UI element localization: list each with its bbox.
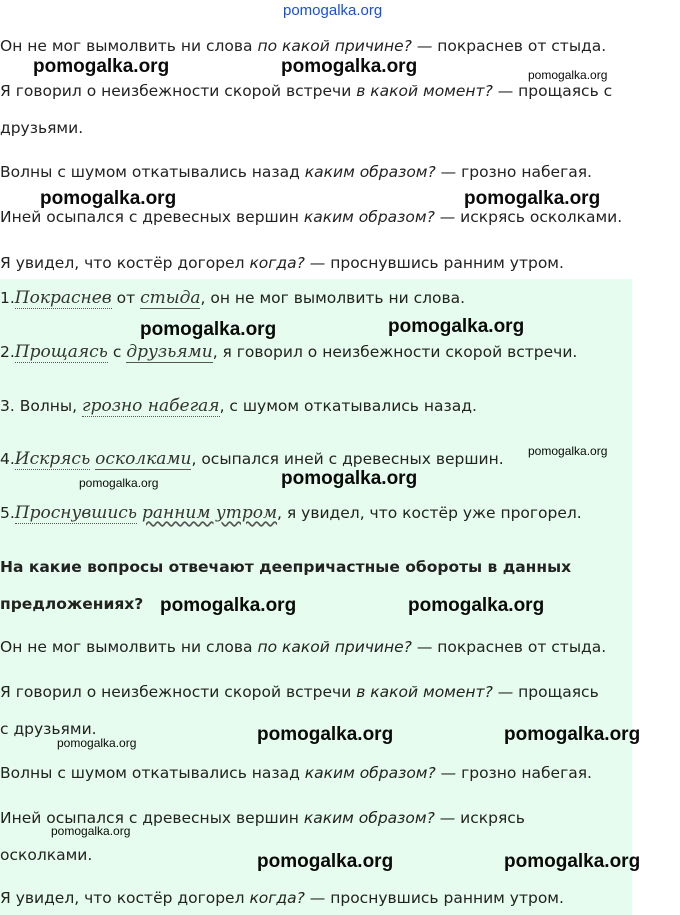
- answer-line: Я увидел, что костёр догорел когда? — проснувшись ранним утром.: [0, 889, 564, 907]
- question-heading: На какие вопросы отвечают деепричастные обороты в данных: [0, 558, 572, 576]
- sentence-line: Я говорил о неизбежности скорой встречи в какой момент? — прощаясь с: [0, 82, 613, 100]
- watermark: pomogalka.org: [257, 724, 394, 745]
- watermark: pomogalka.org: [257, 851, 394, 872]
- watermark: pomogalka.org: [33, 56, 170, 77]
- numbered-sentence: 5.Проснувшись ранним утром, я увидел, что костёр уже прогорел.: [0, 503, 582, 523]
- sentence-line: Я увидел, что костёр догорел когда? — проснувшись ранним утром.: [0, 254, 564, 272]
- watermark: pomogalka.org: [281, 56, 418, 77]
- numbered-sentence: 3. Волны, грозно набегая, с шумом откатывались назад.: [0, 396, 477, 416]
- watermark: pomogalka.org: [160, 595, 297, 616]
- numbered-sentence: 2.Прощаясь с друзьями, я говорил о неизбежности скорой встречи.: [0, 342, 578, 362]
- sentence-line: Он не мог вымолвить ни слова по какой причине? — покраснев от стыда.: [0, 37, 607, 55]
- question-heading: предложениях?: [0, 595, 144, 613]
- numbered-sentence: 1.Покраснев от стыда, он не мог вымолвить ни слова.: [0, 288, 466, 308]
- watermark: pomogalka.org: [504, 851, 641, 872]
- answer-line: осколками.: [0, 846, 93, 864]
- watermark: pomogalka.org: [504, 724, 641, 745]
- watermark: pomogalka.org: [40, 188, 177, 209]
- sentence-line: Волны с шумом откатывались назад каким образом? — грозно набегая.: [0, 163, 592, 181]
- sentence-line: друзьями.: [0, 119, 84, 137]
- watermark: pomogalka.org: [57, 736, 137, 750]
- sentence-line: Иней осыпался с древесных вершин каким образом? — искрясь осколками.: [0, 208, 623, 226]
- watermark: pomogalka.org: [140, 319, 277, 340]
- answer-line: с друзьями.: [0, 720, 97, 738]
- answer-line: Волны с шумом откатывались назад каким образом? — грозно набегая.: [0, 764, 592, 782]
- watermark: pomogalka.org: [528, 444, 608, 458]
- watermark: pomogalka.org: [408, 595, 545, 616]
- answer-line: Я говорил о неизбежности скорой встречи в какой момент? — прощаясь: [0, 683, 599, 701]
- answer-line: Иней осыпался с древесных вершин каким образом? — искрясь: [0, 809, 525, 827]
- watermark: pomogalka.org: [388, 316, 525, 337]
- watermark: pomogalka.org: [528, 68, 608, 82]
- numbered-sentence: 4.Искрясь осколками, осыпался иней с древесных вершин.: [0, 449, 504, 469]
- watermark: pomogalka.org: [283, 2, 383, 19]
- watermark: pomogalka.org: [51, 824, 131, 838]
- watermark: pomogalka.org: [79, 476, 159, 490]
- answer-line: Он не мог вымолвить ни слова по какой причине? — покраснев от стыда.: [0, 638, 607, 656]
- watermark: pomogalka.org: [281, 468, 418, 489]
- watermark: pomogalka.org: [464, 188, 601, 209]
